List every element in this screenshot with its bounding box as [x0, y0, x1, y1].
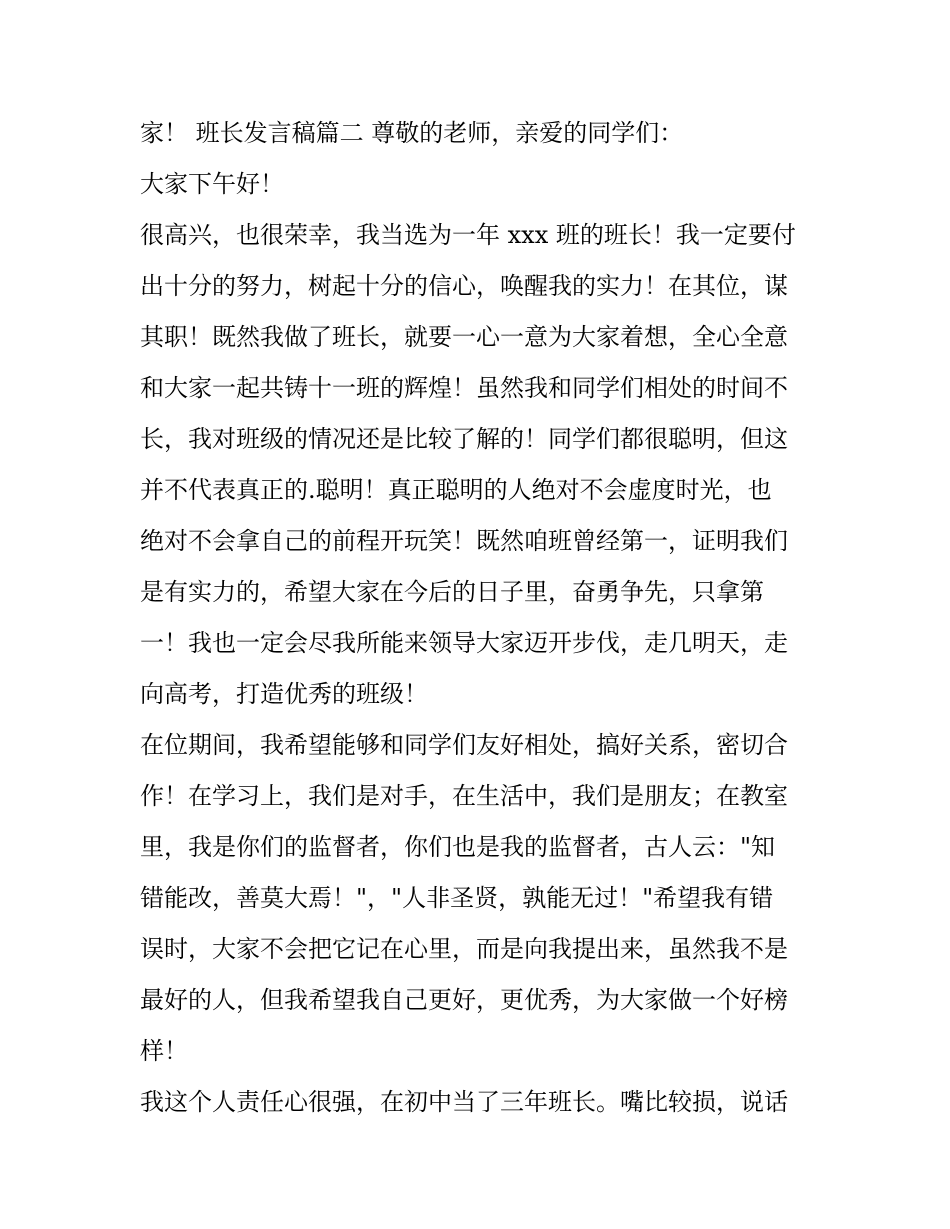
- text-line: 并不代表真正的.聪明！真正聪明的人绝对不会虚度时光，也: [140, 476, 772, 504]
- text-line: 作！在学习上，我们是对手，在生活中，我们是朋友；在教室: [140, 782, 788, 810]
- text-line: 出十分的努力，树起十分的信心，唤醒我的实力！在其位，谋: [140, 272, 788, 300]
- text-line: 绝对不会拿自己的前程开玩笑！既然咱班曾经第一，证明我们: [140, 527, 788, 555]
- text-line: 长，我对班级的情况还是比较了解的！同学们都很聪明，但这: [140, 425, 788, 453]
- document-body: [140, 108, 830, 1128]
- text-line: 一！我也一定会尽我所能来领导大家迈开步伐，走几明天，走: [140, 629, 788, 657]
- text-line: 最好的人，但我希望我自己更好，更优秀，为大家做一个好榜: [140, 986, 788, 1014]
- text-line: 家！ 班长发言稿篇二 尊敬的老师，亲爱的同学们：: [140, 119, 684, 147]
- text-line: 是有实力的，希望大家在今后的日子里，奋勇争先，只拿第: [140, 578, 764, 606]
- text-line: 误时，大家不会把它记在心里，而是向我提出来，虽然我不是: [140, 935, 788, 963]
- text-line: 向高考，打造优秀的班级！: [140, 680, 428, 708]
- text-line: 很高兴，也很荣幸，我当选为一年 xxx 班的班长！我一定要付: [140, 221, 796, 249]
- text-line: 在位期间，我希望能够和同学们友好相处，搞好关系，密切合: [140, 731, 788, 759]
- text-line: 错能改，善莫大焉！"，"人非圣贤，孰能无过！"希望我有错: [140, 884, 774, 912]
- text-line: 样！: [140, 1037, 188, 1065]
- text-line: 其职！既然我做了班长，就要一心一意为大家着想，全心全意: [140, 323, 788, 351]
- text-line: 大家下午好！: [140, 170, 284, 198]
- text-line: 和大家一起共铸十一班的辉煌！虽然我和同学们相处的时间不: [140, 374, 788, 402]
- text-line: 我这个人责任心很强，在初中当了三年班长。嘴比较损，说话: [140, 1088, 788, 1116]
- text-line: 里，我是你们的监督者，你们也是我的监督者，古人云："知: [140, 833, 776, 861]
